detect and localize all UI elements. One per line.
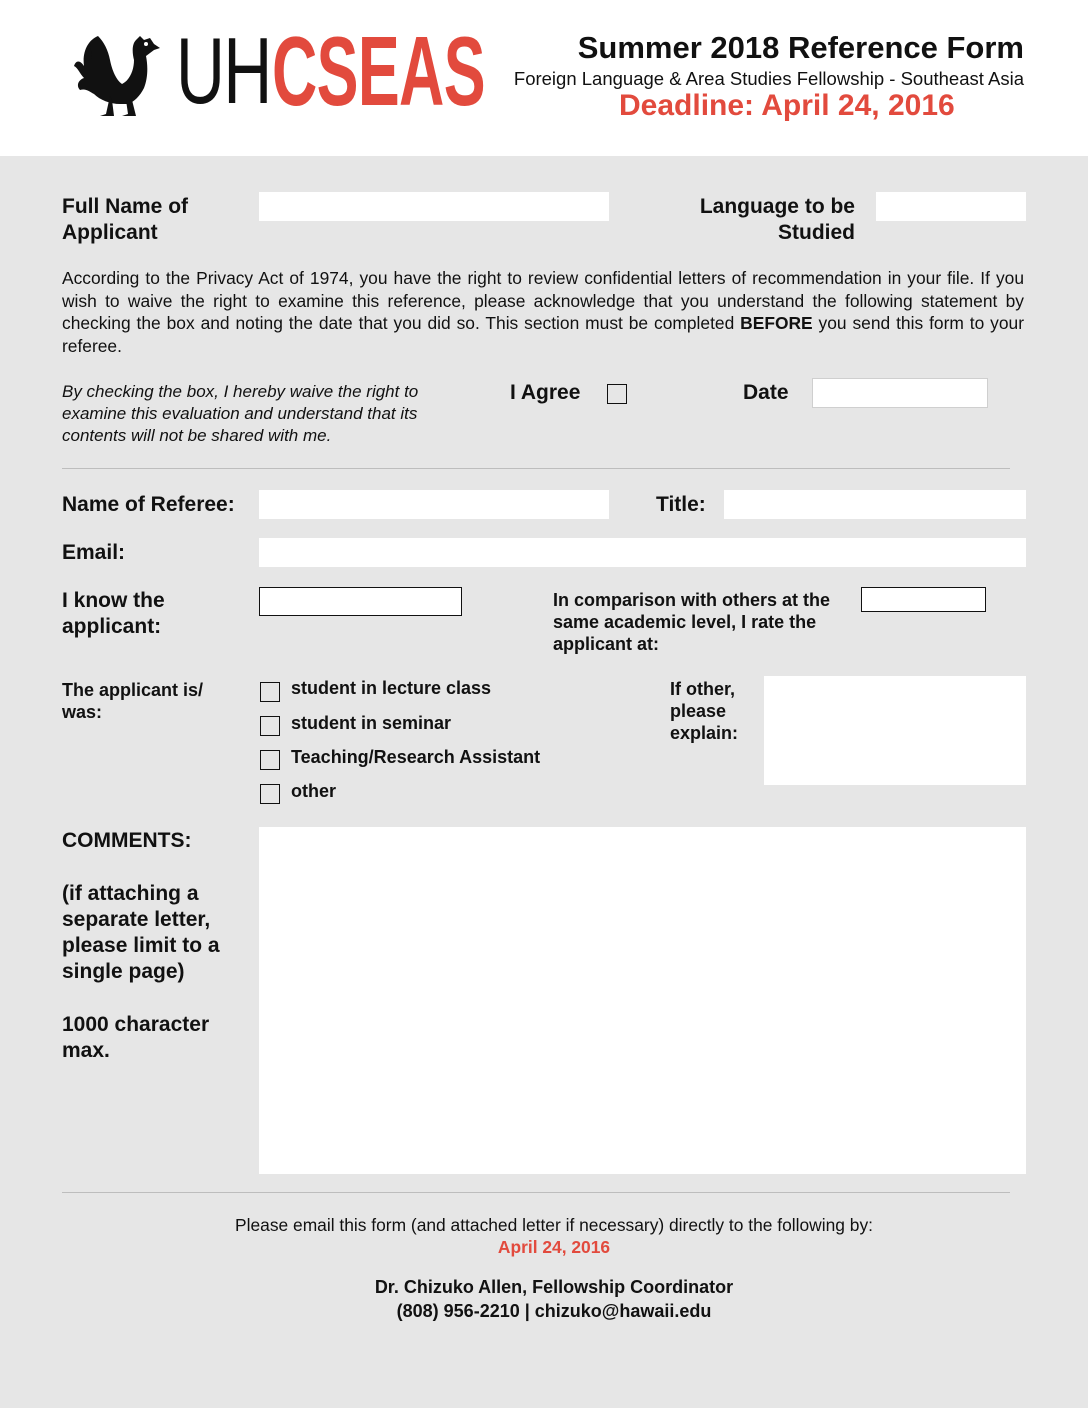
comments-limit: 1000 character max. <box>62 1013 210 1062</box>
email-label: Email: <box>62 541 126 564</box>
privacy-text: According to the Privacy Act of 1974, you have the right to review confidential letters of recommendation in your file. If you wish to waive the right to examine this reference, please acknowledge that you understand the following statement by checking the box and noting the date that you did so. This section must be completed <box>62 268 1024 334</box>
rooster-logo-icon <box>70 30 166 118</box>
footer-divider <box>62 1192 1010 1193</box>
footer-deadline-date: April 24, 2016 <box>497 1237 611 1257</box>
comparison-label: In comparison with others at the same academic level, I rate the applicant at: <box>553 590 831 654</box>
language-label: Language to be Studied <box>699 195 855 244</box>
comments-note: (if attaching a separate letter, please limit to a single page) <box>62 882 220 983</box>
referee-title-label: Title: <box>656 493 706 516</box>
agree-label: I Agree <box>510 381 581 404</box>
privacy-text-end: you send this form to your referee. <box>62 313 1024 356</box>
language-field[interactable] <box>876 192 1026 221</box>
coordinator-name: Dr. Chizuko Allen, Fellowship Coordinator <box>374 1277 734 1297</box>
form-title: Summer 2018 Reference Form <box>577 30 1024 65</box>
footer-instruction: Please email this form (and attached letter if necessary) directly to the following by: <box>235 1215 873 1235</box>
role-option-other: other <box>291 781 336 801</box>
section-divider <box>62 468 1010 469</box>
role-option-seminar: student in seminar <box>291 713 452 733</box>
other-explain-field[interactable] <box>764 676 1026 785</box>
waiver-statement: By checking the box, I hereby waive the right to examine this evaluation and understand that its contents will not be shared with me. <box>62 382 419 445</box>
comments-field[interactable] <box>259 827 1026 1174</box>
form-subtitle: Foreign Language & Area Studies Fellowship - Southeast Asia <box>513 68 1024 89</box>
form-header <box>0 0 1088 156</box>
comparison-rating-field[interactable] <box>861 587 986 612</box>
date-label: Date <box>743 381 789 404</box>
logo-uh-text: UH <box>176 18 271 123</box>
privacy-emphasis: BEFORE <box>740 313 813 334</box>
privacy-paragraph <box>62 267 1024 357</box>
role-checkbox-seminar[interactable] <box>260 716 280 736</box>
coordinator-contact: (808) 956-2210 | chizuko@hawaii.edu <box>396 1301 712 1321</box>
other-explain-label: If other, please explain: <box>670 679 739 743</box>
date-field[interactable] <box>812 378 988 408</box>
full-name-field[interactable] <box>259 192 609 221</box>
role-checkbox-assistant[interactable] <box>260 750 280 770</box>
deadline-text: Deadline: April 24, 2016 <box>619 89 955 122</box>
role-option-lecture: student in lecture class <box>291 678 492 698</box>
role-checkbox-other[interactable] <box>260 784 280 804</box>
role-checkbox-lecture[interactable] <box>260 682 280 702</box>
referee-name-label: Name of Referee: <box>62 493 235 516</box>
referee-name-field[interactable] <box>259 490 609 519</box>
know-applicant-label: I know the applicant: <box>62 589 165 638</box>
know-applicant-field[interactable] <box>259 587 462 616</box>
comments-label: COMMENTS: <box>62 829 192 852</box>
full-name-label: Full Name of Applicant <box>62 195 189 244</box>
logo-cseas-text: CSEAS <box>272 16 485 126</box>
role-option-assistant: Teaching/Research Assistant <box>291 747 541 767</box>
agree-checkbox[interactable] <box>607 384 627 404</box>
applicant-role-label: The applicant is/ was: <box>62 680 204 722</box>
email-field[interactable] <box>259 538 1026 567</box>
referee-title-field[interactable] <box>724 490 1026 519</box>
